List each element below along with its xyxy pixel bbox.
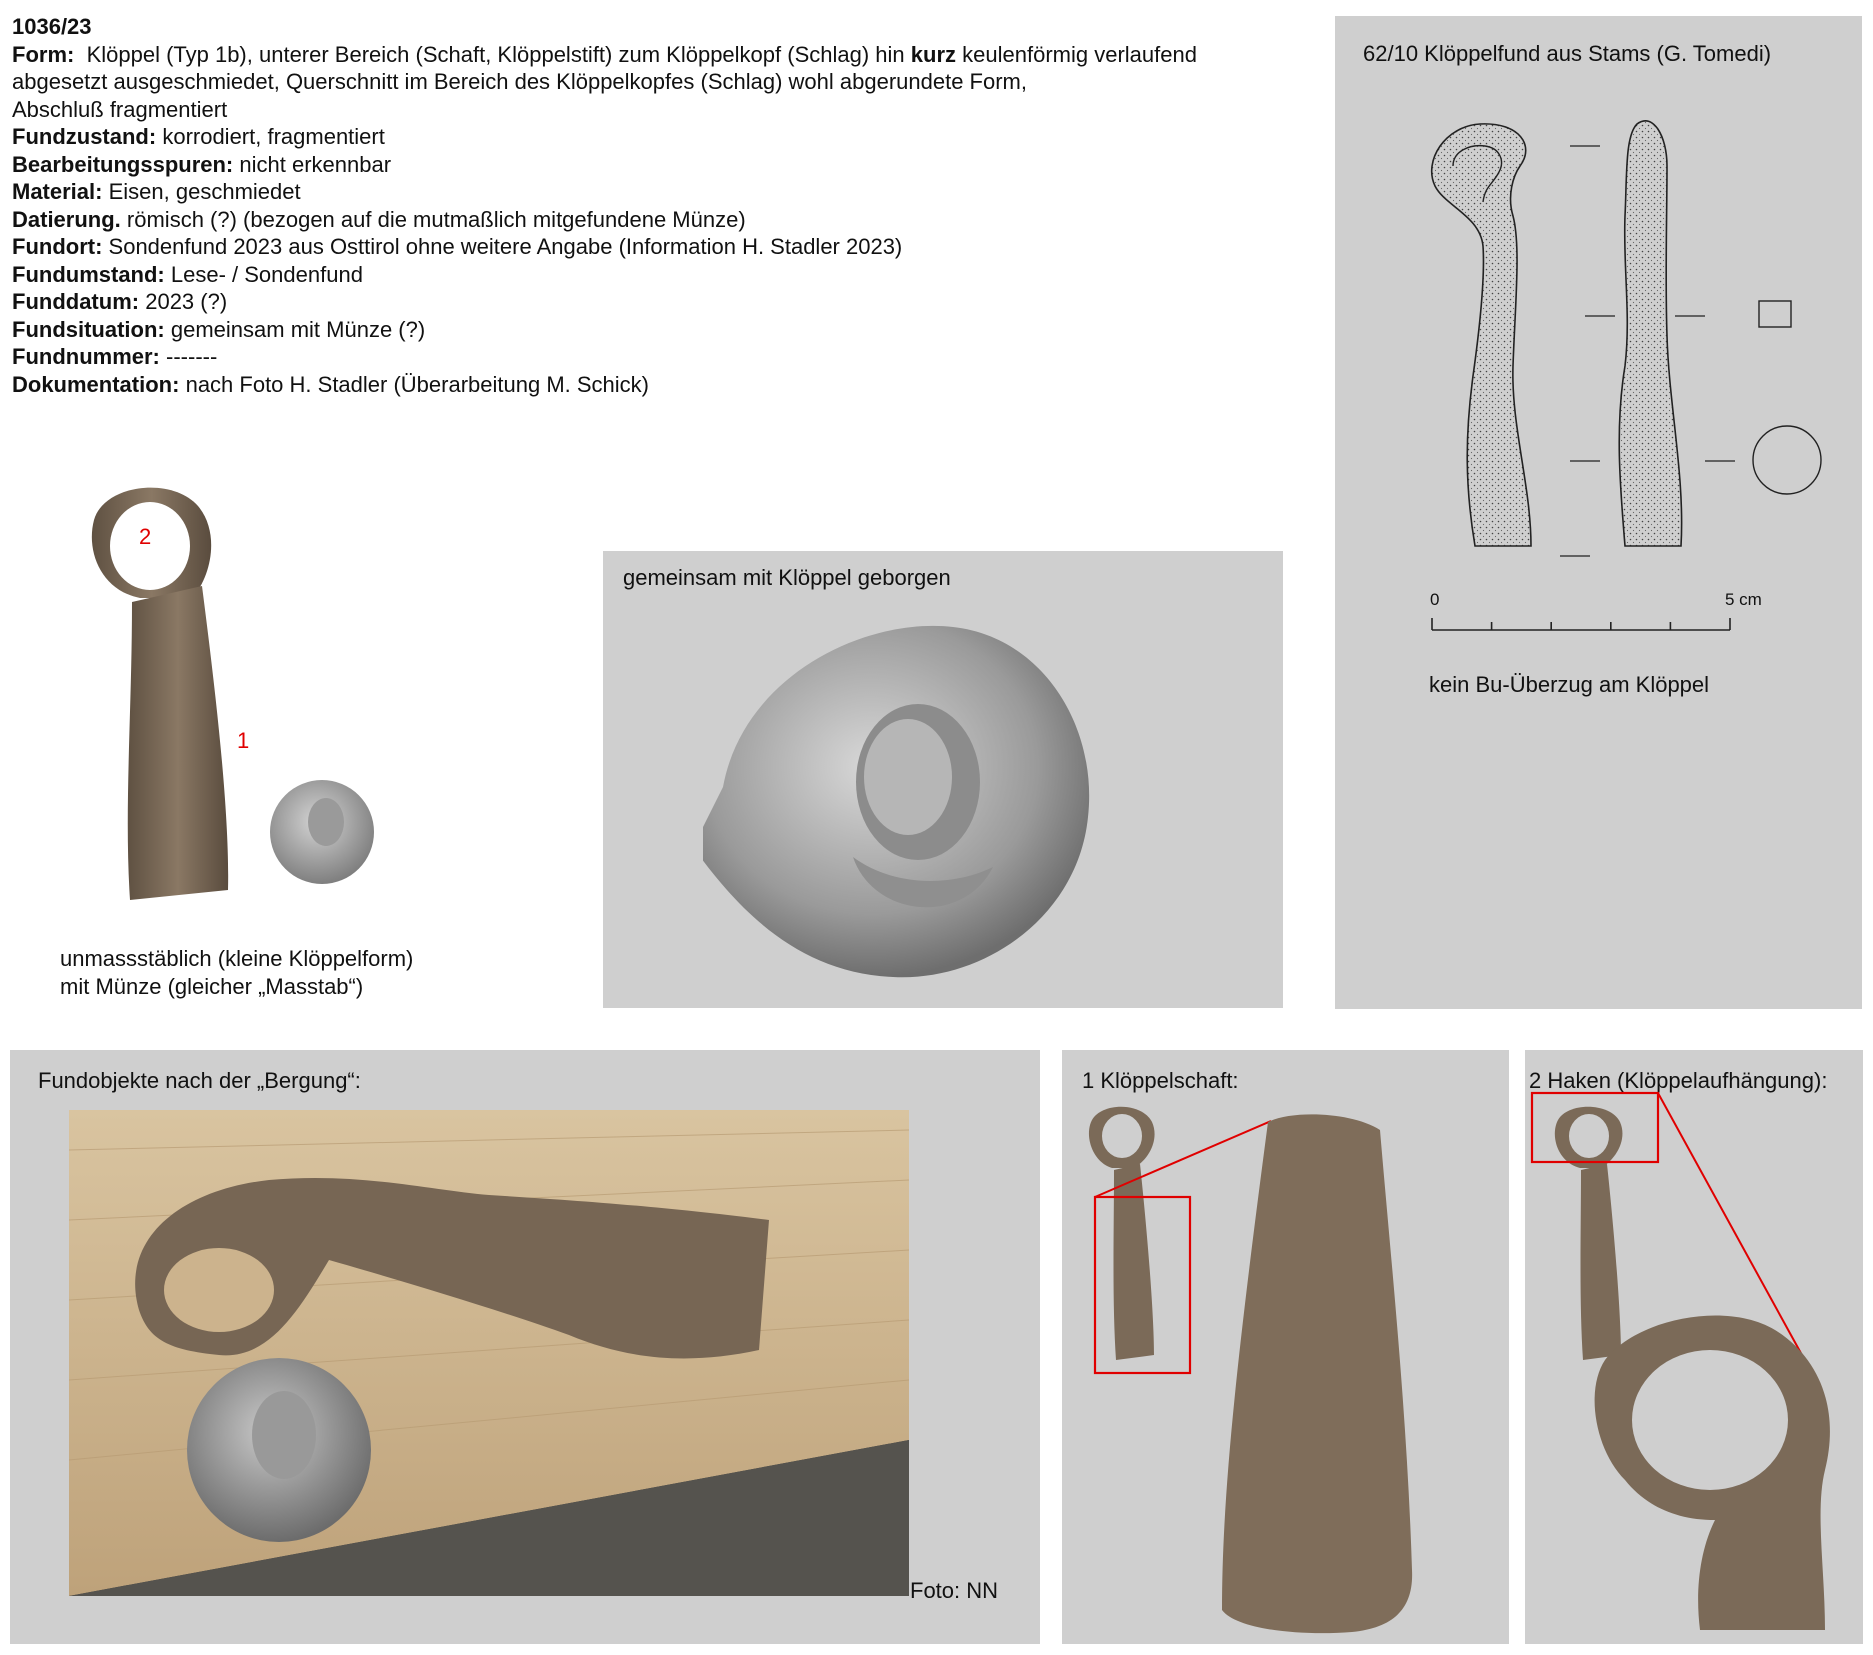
scale-end-label: 5 cm [1725, 590, 1762, 609]
recovery-panel [10, 1050, 1040, 1644]
overview-photo [80, 480, 410, 920]
recovery-photo [69, 1110, 909, 1596]
field-fundzustand: Fundzustand: korrodiert, fragmentiert [12, 124, 385, 149]
record-form-line3: Abschluß fragmentiert [12, 96, 228, 122]
hook-enlarged [1595, 1316, 1830, 1630]
field-fundort: Fundort: Sondenfund 2023 aus Osttirol ohne weitere Angabe (Information H. Stadler 2023) [12, 234, 903, 259]
hook-thumbnail [1555, 1107, 1623, 1360]
recovery-panel-title: Fundobjekte nach der „Bergung“: [38, 1068, 361, 1093]
field-funddatum: Funddatum: 2023 (?) [12, 289, 228, 314]
drawing-panel-title: 62/10 Klöppelfund aus Stams (G. Tomedi) [1363, 41, 1772, 66]
scale-start-label: 0 [1430, 590, 1440, 609]
record-form-line2: abgesetzt ausgeschmiedet, Querschnitt im Bereich des Klöppelkopfes (Schlag) wohl abgerundete Form, [12, 69, 1027, 94]
record-info [12, 13, 1312, 398]
field-fundnummer: Fundnummer: ------- [12, 344, 218, 369]
field-bearbeitungsspuren: Bearbeitungsspuren: nicht erkennbar [12, 151, 392, 177]
hook-detail [1525, 1050, 1863, 1644]
coin-photo-small [270, 780, 374, 884]
hook-panel-title: 2 Haken (Klöppelaufhängung): [1529, 1068, 1828, 1093]
marker-1: 1 [237, 728, 250, 753]
overview-caption: unmassstäblich (kleine Klöppelform) mit Münze (gleicher „Masstab“) [60, 946, 414, 999]
drawing-side-view [1619, 121, 1681, 546]
record-id: 1036/23 [12, 14, 92, 39]
shaft-thumbnail [1089, 1107, 1155, 1360]
shaft-detail [1062, 1050, 1509, 1644]
field-dokumentation: Dokumentation: nach Foto H. Stadler (Überarbeitung M. Schick) [12, 371, 649, 397]
record-form: Form: Klöppel (Typ 1b), unterer Bereich (Schaft, Klöppelstift) zum Klöppelkopf (Schlag) hin kurz keulenförmig verlaufend [12, 41, 1197, 67]
coin-panel-caption: gemeinsam mit Klöppel geborgen [623, 565, 951, 590]
clapper-photo-small [92, 488, 228, 900]
drawing-front-view [1432, 124, 1531, 546]
hook-panel [1525, 1050, 1863, 1644]
field-fundumstand: Fundumstand: Lese- / Sondenfund [12, 261, 363, 287]
field-material: Material: Eisen, geschmiedet [12, 179, 301, 204]
shaft-enlarged [1222, 1114, 1412, 1633]
field-datierung: Datierung. römisch (?) (bezogen auf die mutmaßlich mitgefundene Münze) [12, 206, 746, 232]
marker-2: 2 [139, 524, 152, 549]
shaft-panel [1062, 1050, 1509, 1644]
technical-drawing [1335, 106, 1862, 576]
field-fundsituation: Fundsituation: gemeinsam mit Münze (?) [12, 316, 426, 342]
drawing-panel [1335, 16, 1862, 1009]
cross-section-square [1759, 301, 1791, 327]
photo-credit: Foto: NN [910, 1578, 999, 1603]
recovery-coin [187, 1358, 371, 1542]
drawing-note: kein Bu-Überzug am Klöppel [1429, 672, 1710, 697]
scale-bar [1430, 614, 1740, 634]
shaft-panel-title: 1 Klöppelschaft: [1082, 1068, 1239, 1093]
coin-panel [603, 551, 1283, 1008]
coin-photo-large [703, 617, 1103, 987]
cross-section-circle [1753, 426, 1821, 494]
